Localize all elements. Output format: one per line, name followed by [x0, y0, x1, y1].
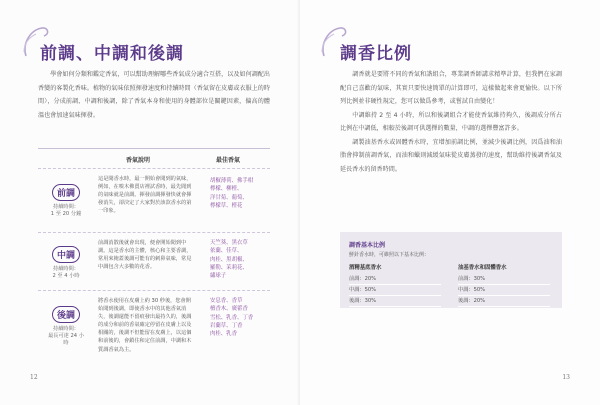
ratio-item: 後調：20%: [458, 296, 550, 307]
column-header-description: 香氣說明: [126, 157, 151, 164]
best-oils: [210, 297, 260, 338]
table-header: [38, 148, 270, 169]
intro-text: 學會如何分類和鑑定香氣，可以幫助理解哪些香氣成分適合互搭，以及如何調配出香變的客製化香味。植物的氣味依照揮發速度和持續時間（香氣留在皮膚或衣服上的時間），分成前調、中調和後調，除了香氣本身和使用的身體部位是關鍵因素，偏高的體溫也會加速氣味揮發。: [38, 71, 270, 119]
duration-value: 最長可達 24 小時: [48, 333, 84, 346]
note-label: [46, 181, 86, 218]
box-title: 調香基本比例: [349, 242, 386, 249]
best-oils: [210, 239, 260, 280]
note-description: 將香水使用在皮膚上約 30 秒後，您會開始聞到後調，即使香水中的其他香氣消失，後調還能不留痕發出最持久的，後調的成分和前的香氣確定停留在皮膚上以及相關的，後調不但能留在皮膚上，以這個和前後的，會鎖住和定住前調，中調和木質調香氣為主。: [98, 298, 192, 353]
page-title: 調香比例: [340, 44, 412, 64]
duration-label: 持續時間：: [53, 204, 79, 210]
oil-line: 檸檬、柳橙、: [210, 186, 243, 193]
oil-line: 檸檬草、橙花: [210, 202, 243, 209]
ratio-item: 中調：50%: [349, 285, 441, 296]
oil-line: 繡球子: [210, 273, 227, 280]
box-subtitle: 鮮針香水時，可維照以下基本比例：: [349, 252, 430, 258]
table-row: [38, 290, 270, 351]
duration-label: 持續時間：: [53, 266, 79, 272]
oil-line: 依蘭、佳草、: [210, 248, 243, 255]
oil-line: 安息香、香草: [210, 298, 243, 304]
note-label: [46, 303, 86, 347]
right-page: [300, 0, 600, 405]
duration-value: 2 至 4 小時: [52, 273, 80, 279]
page-number: 13: [562, 374, 570, 381]
note-tag: 前調: [52, 184, 80, 201]
alcohol-base-column: [349, 263, 441, 307]
note-label: [46, 243, 86, 280]
ratio-item: 後調：30%: [349, 296, 441, 307]
oil-line: 胡椒薄荷、佛手柑: [210, 178, 254, 184]
oil-line: 岩蘭草、丁香: [210, 322, 243, 329]
column-heading: 油基香水和固體香水: [458, 265, 507, 271]
oil-line: 肉桂、黑胡椒、: [210, 256, 248, 263]
duration: [46, 204, 86, 218]
best-oils: [210, 177, 260, 210]
duration: [46, 266, 86, 280]
oil-line: 檀香木、廣藿香: [210, 306, 248, 313]
ratio-item: 中調：50%: [458, 285, 550, 296]
oil-line: 雪松、乳香、丁香: [210, 314, 254, 321]
page-number: 12: [30, 374, 38, 381]
duration-label: 持續時間：: [53, 326, 79, 332]
column-heading: 酒精基底香水: [349, 265, 382, 271]
intro-paragraph: [38, 68, 270, 122]
paragraph: 中調維持 2 至 4 小時，所以和後調組合才能使香氣維持夠久，後調成分所占比例在中調低，相較於後調可供選擇的數量，中調的選擇豐富許多。: [340, 111, 562, 132]
ratio-item: 前調：20%: [349, 274, 441, 285]
ratio-callout-box: [340, 232, 562, 308]
duration-value: 1 至 20 分鐘: [50, 211, 82, 217]
note-tag: 後調: [52, 306, 80, 323]
note-description: 這是聞香水時，最一開始會聞到的氣味，例如，在嗅木佛賣店裡試香時，最先聞到的氣味就是前調。揮發前調揮發快就會揮發消失，卻決定了大家對於該款香水的第一印象。: [98, 176, 192, 215]
paragraph: 調製油基香水或固體香水時，宜增加前調比例，並減少後調比例，因爲油和油脂會抑制前調香氣，而油和蠟則減緩氣味從皮膚蒸發的速度，幫助維持後調香氣及延長香水的留香時間。: [340, 138, 562, 173]
oil-line: 洋甘菊、葡萄、: [210, 194, 248, 201]
table-row: [38, 168, 270, 233]
oil-line: 天竺葵、黑衣草: [210, 240, 248, 246]
paragraph: 調香就是要將不同的香氣和諧組合，專業調香師講求精準計算，但我們在家調配自己喜歡的氣味，其實只要快速簡單的計算即可，這樣做起來會更愉快。以下所列比例並非硬性規定，您可以做爲參考，或嘗試自由變化！: [340, 71, 562, 105]
table-row: [38, 232, 270, 291]
note-description: 前調消散後就會出現，便會開始聞到中調。這是香水的主體，核心和主要香調，常用來掩蓋後調可能有的刺鼻氣味，常見中調包含大多數的花香。: [98, 240, 192, 271]
page-title: 前調、中調和後調: [40, 44, 184, 64]
oil-line: 羅勒、茉莉花、: [210, 264, 248, 271]
column-header-best-oils: 最佳香氣: [216, 157, 241, 164]
oil-solid-base-column: [458, 263, 550, 307]
ratio-item: 前調：30%: [458, 274, 550, 285]
oil-line: 肉桂、乳香: [210, 331, 237, 338]
duration: [46, 326, 86, 347]
ratio-paragraphs: [340, 68, 562, 176]
note-tag: 中調: [52, 246, 80, 263]
